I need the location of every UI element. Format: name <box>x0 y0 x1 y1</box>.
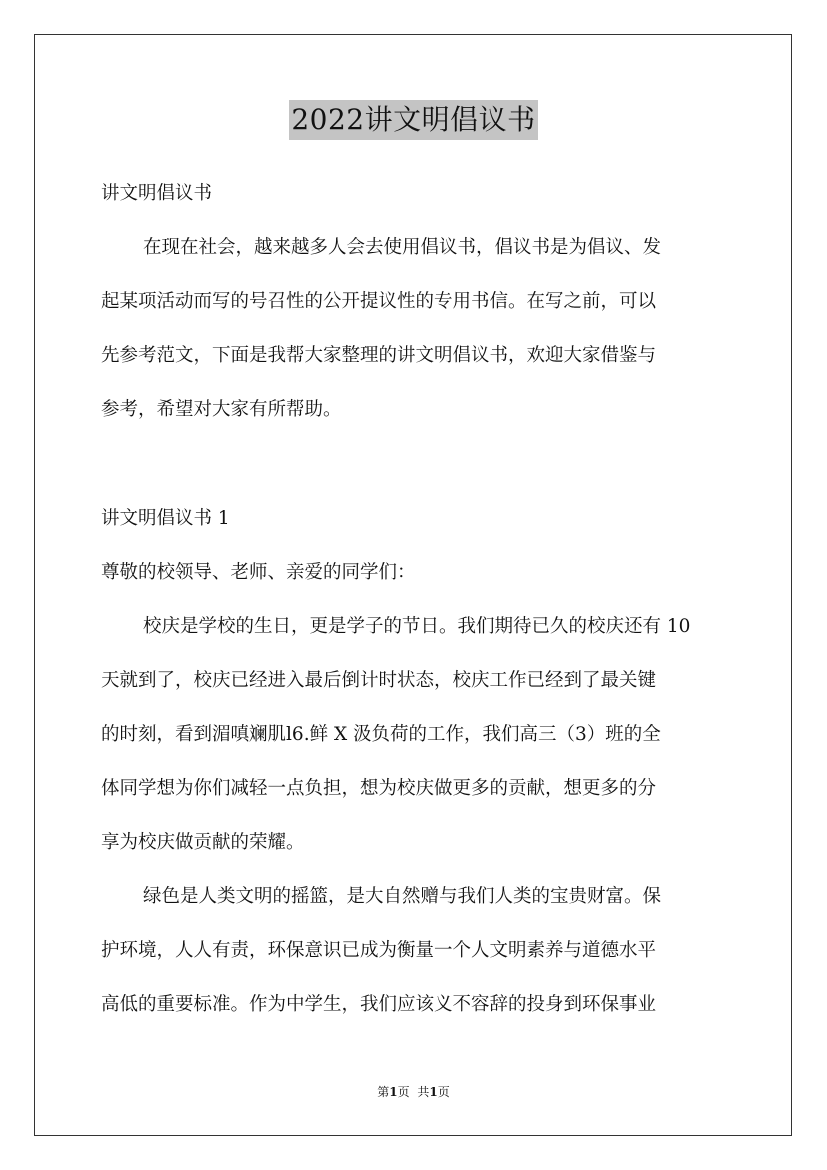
salutation: 尊敬的校领导、老师、亲爱的同学们： <box>101 562 416 583</box>
paragraph2-line-3: 高低的重要标准。作为中学生，我们应该义不容辞的投身到环保事业 <box>101 994 657 1015</box>
footer-total-prefix: 共 <box>417 1085 430 1099</box>
paragraph1-line-1: 校庆是学校的生日，更是学子的节日。我们期待已久的校庆还有 10 <box>143 616 691 637</box>
intro-line-3: 先参考范文，下面是我帮大家整理的讲文明倡议书，欢迎大家借鉴与 <box>101 345 657 366</box>
paragraph2-line-1: 绿色是人类文明的摇篮，是大自然赠与我们人类的宝贵财富。保 <box>143 886 662 907</box>
paragraph1-line-3: 的时刻，看到湄嗔斓肌l6.鲜 X 汲负荷的工作，我们高三（3）班的全 <box>101 724 661 745</box>
footer-total-suffix: 页 <box>437 1085 450 1099</box>
paragraph2-line-2: 护环境，人人有责，环保意识已成为衡量一个人文明素养与道德水平 <box>101 940 657 961</box>
paragraph1-line-2: 天就到了，校庆已经进入最后倒计时状态，校庆工作已经到了最关键 <box>101 670 657 691</box>
document-title: 2022讲文明倡议书 <box>289 100 537 140</box>
paragraph1-line-5: 享为校庆做贡献的荣耀。 <box>101 832 305 853</box>
footer-prefix: 第 <box>377 1085 390 1099</box>
title-wrap <box>0 100 827 140</box>
page-footer <box>0 1084 827 1100</box>
paragraph1-line-4: 体同学想为你们减轻一点负担，想为校庆做更多的贡献，想更多的分 <box>101 778 657 799</box>
section-heading: 讲文明倡议书 1 <box>101 508 230 529</box>
footer-total-pages: 1 <box>429 1085 438 1099</box>
footer-page-suffix: 页 <box>397 1085 410 1099</box>
intro-line-4: 参考，希望对大家有所帮助。 <box>101 399 342 420</box>
subtitle: 讲文明倡议书 <box>101 183 213 204</box>
intro-line-1: 在现在社会，越来越多人会去使用倡议书，倡议书是为倡议、发 <box>143 237 662 258</box>
intro-line-2: 起某项活动而写的号召性的公开提议性的专用书信。在写之前，可以 <box>101 291 657 312</box>
footer-page-number: 1 <box>389 1085 398 1099</box>
